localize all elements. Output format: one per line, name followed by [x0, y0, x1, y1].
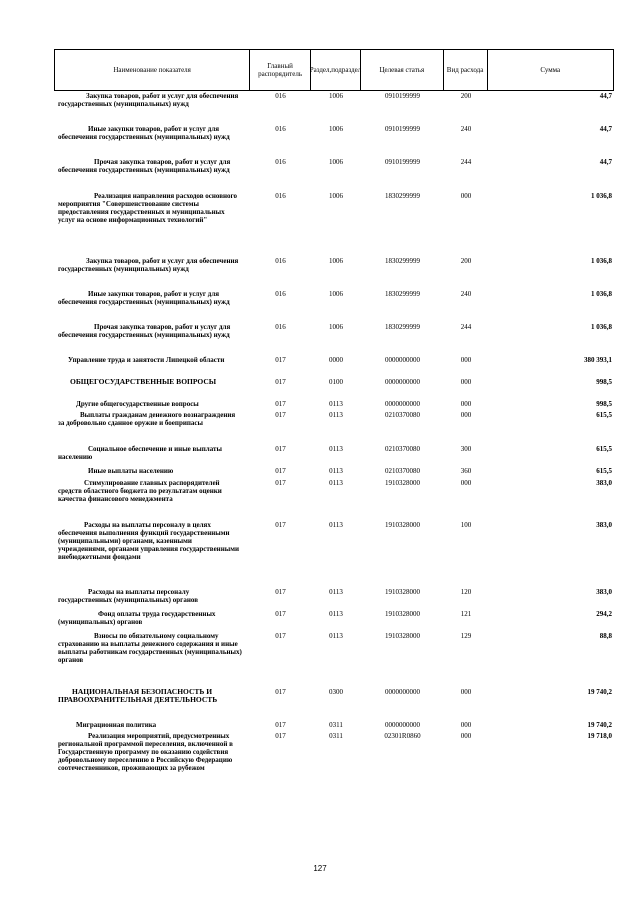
row-sum: 615,5	[596, 411, 612, 419]
row-section: 1006	[329, 323, 343, 331]
row-sum: 998,5	[596, 400, 612, 408]
row-target: 1910328000	[385, 610, 420, 618]
row-grs: 017	[275, 732, 286, 740]
row-kind: 240	[460, 125, 472, 133]
row-section: 0113	[329, 445, 343, 453]
row-grs: 016	[275, 125, 286, 133]
row-kind: 000	[460, 378, 472, 386]
row-sum: 380 393,1	[584, 356, 612, 364]
row-name: Взносы по обязательному социальному страхованию на выплаты денежного содержания и иные выплаты работникам государственных (муниципальных) органов	[58, 632, 242, 664]
row-grs: 017	[275, 521, 286, 529]
table-header	[54, 49, 614, 91]
row-name: Иные закупки товаров, работ и услуг для обеспечения государственных (муниципальных) нужд	[58, 125, 230, 141]
row-sum: 44,7	[599, 125, 612, 133]
row-section: 0113	[329, 632, 343, 640]
row-sum: 1 036,8	[591, 323, 612, 331]
row-target: 1830299999	[385, 323, 420, 331]
row-kind: 360	[460, 467, 472, 475]
row-name: Управление труда и занятости Липецкой области	[68, 356, 225, 364]
row-section: 0113	[329, 411, 343, 419]
row-name: Другие общегосударственные вопросы	[76, 400, 199, 408]
row-grs: 016	[275, 158, 286, 166]
row-target: 0210370080	[385, 445, 420, 453]
row-sum: 294,2	[596, 610, 612, 618]
header-sum: Сумма	[540, 66, 561, 74]
row-target: 0000000000	[385, 400, 420, 408]
row-sum: 44,7	[599, 158, 612, 166]
row-sum: 615,5	[596, 445, 612, 453]
row-kind: 000	[460, 400, 472, 408]
row-name: ОБЩЕГОСУДАРСТВЕННЫЕ ВОПРОСЫ	[70, 377, 217, 386]
header-name: Наименование показателя	[55, 50, 250, 90]
row-sum: 19 740,2	[587, 721, 612, 729]
row-name: Иные выплаты населению	[88, 467, 174, 475]
row-kind: 240	[460, 290, 472, 298]
row-kind: 000	[460, 411, 472, 419]
row-kind: 244	[460, 323, 472, 331]
row-kind: 121	[460, 610, 472, 618]
header-grs: Главный распорядитель	[250, 50, 311, 90]
row-kind: 120	[460, 588, 472, 596]
row-name: Фонд оплаты труда государственных (муниципальных) органов	[58, 610, 216, 626]
row-sum: 19 718,0	[587, 732, 612, 740]
row-grs: 017	[275, 588, 286, 596]
row-target: 0210370080	[385, 411, 420, 419]
row-target: 1910328000	[385, 632, 420, 640]
row-target: 0910199999	[385, 125, 420, 133]
row-sum: 383,0	[596, 588, 612, 596]
row-name: Расходы на выплаты персоналу в целях обеспечения выполнения функций государственными (муниципальными) органами, казенными учреждениями, органами управления государственными внебюджетными фондами	[58, 521, 240, 561]
row-kind: 000	[460, 721, 472, 729]
row-kind: 000	[460, 356, 472, 364]
row-section: 0113	[329, 400, 343, 408]
row-target: 1910328000	[385, 521, 420, 529]
row-grs: 016	[275, 257, 286, 265]
row-target: 1910328000	[385, 479, 420, 487]
row-kind: 100	[460, 521, 472, 529]
row-grs: 016	[275, 192, 286, 200]
row-target: 02301R0860	[384, 732, 421, 740]
row-grs: 017	[275, 479, 286, 487]
row-kind: 244	[460, 158, 472, 166]
row-kind: 000	[460, 732, 472, 740]
row-section: 1006	[329, 290, 343, 298]
row-target: 1830299999	[385, 290, 420, 298]
row-name: Иные закупки товаров, работ и услуг для обеспечения государственных (муниципальных) нужд	[58, 290, 230, 306]
row-section: 0113	[329, 521, 343, 529]
row-section: 0113	[329, 479, 343, 487]
row-kind: 000	[460, 479, 472, 487]
row-target: 0910199999	[385, 158, 420, 166]
row-grs: 017	[275, 688, 286, 696]
row-grs: 017	[275, 411, 286, 419]
row-grs: 017	[275, 610, 286, 618]
row-section: 1006	[329, 257, 343, 265]
row-name: Социальное обеспечение и иные выплаты населению	[58, 445, 222, 461]
row-grs: 017	[275, 400, 286, 408]
row-section: 1006	[329, 92, 343, 100]
row-target: 1910328000	[385, 588, 420, 596]
row-kind: 000	[460, 688, 472, 696]
row-kind: 300	[460, 445, 472, 453]
row-kind: 200	[460, 92, 472, 100]
row-grs: 017	[275, 721, 286, 729]
row-sum: 1 036,8	[591, 290, 612, 298]
row-target: 0000000000	[385, 356, 420, 364]
row-name: Прочая закупка товаров, работ и услуг для обеспечения государственных (муниципальных) нужд	[58, 323, 231, 339]
row-name: НАЦИОНАЛЬНАЯ БЕЗОПАСНОСТЬ И ПРАВООХРАНИТЕЛЬНАЯ ДЕЯТЕЛЬНОСТЬ	[58, 687, 218, 704]
row-sum: 383,0	[596, 479, 612, 487]
row-grs: 017	[275, 445, 286, 453]
row-sum: 998,5	[596, 378, 612, 386]
row-target: 0000000000	[385, 688, 420, 696]
row-grs: 017	[275, 467, 286, 475]
row-grs: 016	[275, 92, 286, 100]
row-name: Выплаты гражданам денежного вознаграждения за добровольно сданное оружие и боеприпасы	[58, 411, 236, 427]
row-name: Миграционная политика	[76, 721, 157, 729]
row-target: 0000000000	[385, 721, 420, 729]
row-grs: 016	[275, 290, 286, 298]
row-name: Расходы на выплаты персоналу государственных (муниципальных) органов	[58, 588, 198, 604]
row-section: 0300	[329, 688, 343, 696]
row-section: 1006	[329, 158, 343, 166]
row-section: 1006	[329, 192, 343, 200]
row-target: 1830299999	[385, 257, 420, 265]
row-grs: 016	[275, 323, 286, 331]
row-sum: 44,7	[599, 92, 612, 100]
row-section: 0311	[329, 732, 343, 740]
header-section: Раздел,подраздел	[311, 50, 361, 90]
row-sum: 1 036,8	[591, 192, 612, 200]
row-grs: 017	[275, 356, 286, 364]
row-section: 0113	[329, 610, 343, 618]
row-name: Реализация направления расходов основного мероприятия "Совершенствование системы предоставления государственных и муниципальных услуг на основе информационных технологий"	[58, 192, 238, 224]
row-section: 0000	[329, 356, 343, 364]
row-sum: 383,0	[596, 521, 612, 529]
row-grs: 017	[275, 632, 286, 640]
row-section: 0113	[329, 467, 343, 475]
header-kind: Вид расхода	[444, 50, 488, 90]
row-sum: 615,5	[596, 467, 612, 475]
row-target: 1830299999	[385, 192, 420, 200]
row-target: 0000000000	[385, 378, 420, 386]
row-sum: 19 740,2	[587, 688, 612, 696]
row-grs: 017	[275, 378, 286, 386]
row-kind: 200	[460, 257, 472, 265]
row-name: Закупка товаров, работ и услуг для обеспечения государственных (муниципальных) нужд	[58, 92, 239, 108]
row-section: 0100	[329, 378, 343, 386]
row-section: 1006	[329, 125, 343, 133]
row-name: Закупка товаров, работ и услуг для обеспечения государственных (муниципальных) нужд	[58, 257, 239, 273]
row-target: 0910199999	[385, 92, 420, 100]
row-sum: 1 036,8	[591, 257, 612, 265]
row-section: 0311	[329, 721, 343, 729]
row-target: 0210370080	[385, 467, 420, 475]
page-number: 127	[313, 864, 327, 873]
row-section: 0113	[329, 588, 343, 596]
header-target: Целевая статья	[361, 50, 444, 90]
row-kind: 129	[460, 632, 472, 640]
row-name: Прочая закупка товаров, работ и услуг для обеспечения государственных (муниципальных) нужд	[58, 158, 231, 174]
row-name: Стимулирование главных распорядителей средств областного бюджета по результатам оценки качества финансового менеджмента	[58, 479, 222, 503]
row-name: Реализация мероприятий, предусмотренных региональной программой переселения, включенной в Государственную программу по оказанию содействия добровольному переселению в Российскую Федерацию соотечественников, проживающих за рубежом	[58, 732, 233, 772]
row-kind: 000	[460, 192, 472, 200]
row-sum: 88,8	[599, 632, 612, 640]
